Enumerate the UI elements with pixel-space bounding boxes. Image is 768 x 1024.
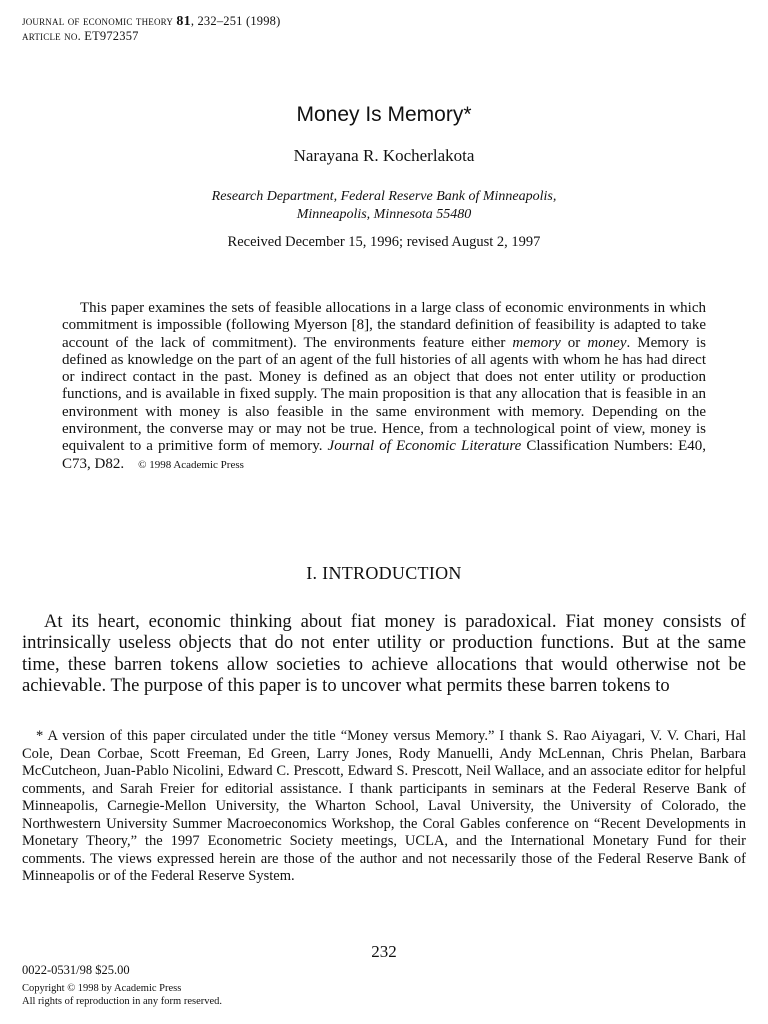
journal-pages: , 232–251 (1998)	[190, 14, 281, 28]
affiliation-line-2: Minneapolis, Minnesota 55480	[296, 207, 472, 222]
copyright-line-1: Copyright © 1998 by Academic Press	[22, 983, 182, 994]
paper-title: Money Is Memory*	[296, 103, 472, 126]
abstract-text-3: Classification Numbers: E40, C73, D82.	[62, 438, 706, 472]
affiliation	[0, 188, 768, 224]
abstract-copyright: © 1998 Academic Press	[138, 458, 244, 471]
affiliation-line-1: Research Department, Federal Reserve Bank of Minneapolis,	[211, 189, 557, 204]
article-label: article no.	[22, 29, 81, 43]
price-code: 0022-0531/98 $25.00	[22, 963, 130, 977]
page-number: 232	[371, 942, 397, 961]
abstract-jel: Journal of Economic Literature	[327, 438, 522, 455]
journal-header	[22, 14, 280, 44]
journal-name: journal of economic theory	[22, 14, 174, 28]
abstract-memory: memory	[512, 334, 561, 351]
article-id: ET972357	[84, 29, 139, 43]
abstract-or: or	[560, 334, 588, 351]
author-name: Narayana R. Kocherlakota	[293, 146, 475, 165]
abstract-text-2: . Memory is defined as knowledge on the part of an agent of the full histories of all agents with whom he has had direct or indirect contact in the past. Money is defined as an object that does not enter utility or production functions, and is available in fixed supply. The main proposition is that any allocation that is feasible in an environment with money is also feasible in the same environment with memory. Depending on the environment, the converse may or may not be true. Hence, from a technological point of view, money is equivalent to a primitive form of memory.	[62, 334, 706, 455]
copyright-line-2: All rights of reproduction in any form reserved.	[22, 995, 223, 1007]
journal-volume: 81	[176, 14, 191, 29]
abstract-money: money	[587, 334, 627, 351]
abstract	[62, 300, 706, 474]
intro-paragraph: At its heart, economic thinking about fiat money is paradoxical. Fiat money consists of intrinsically useless objects that do not enter utility or production functions. But at the same time, these barren tokens allow societies to achieve allocations that would otherwise not be achievable. The purpose of this paper is to uncover what permits these barren tokens to	[22, 611, 746, 696]
received-dates: Received December 15, 1996; revised August 2, 1997	[227, 234, 541, 250]
footnote: * A version of this paper circulated under the title “Money versus Memory.” I thank S. Rao Aiyagari, V. V. Chari, Hal Cole, Dean Corbae, Scott Freeman, Ed Green, Larry Jones, Rody Manuelli, Andy McLennan, Chris Phelan, Barbara McCutcheon, Juan-Pablo Nicolini, Edward C. Prescott, Edward S. Prescott, Neil Wallace, and an associate editor for helpful comments, and Sarah Freier for editorial assistance. I thank participants in seminars at the Federal Reserve Bank of Minneapolis, Carnegie-Mellon University, the Wharton School, Laval University, the University of Colorado, the Northwestern University Summer Macroeconomics Workshop, the Coral Gables conference on “Recent Developments in Monetary Theory,” the 1997 Econometric Society meetings, UCLA, and the International Monetary Fund for their comments. The views expressed herein are those of the author and not necessarily those of the Federal Reserve Bank of Minneapolis or of the Federal Reserve System.	[22, 728, 746, 884]
abstract-text-1: This paper examines the sets of feasible allocations in a large class of economic environments in which commitment is impossible (following Myerson [8], the standard definition of feasibility is adapted to take account of the lack of commitment). The environments feature either	[62, 300, 706, 351]
section-heading: I. INTRODUCTION	[306, 563, 462, 583]
copyright-notice	[22, 983, 222, 1008]
